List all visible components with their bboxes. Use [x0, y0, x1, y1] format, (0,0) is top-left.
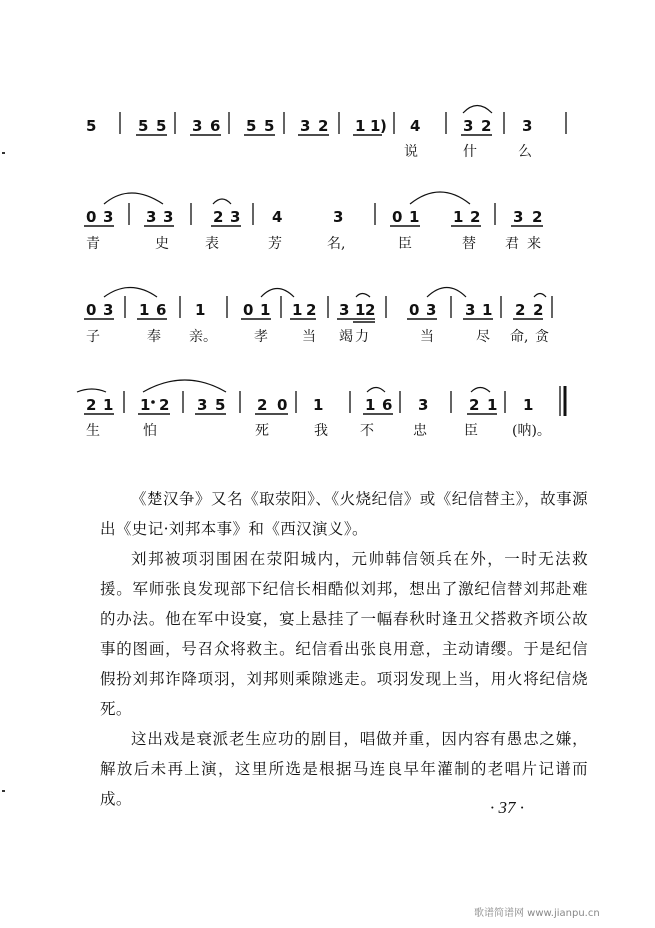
paragraph-story: 刘邦被项羽围困在荥阳城内，元帅韩信领兵在外，一时无法救援。军师张良发现部下纪信长相酷似刘邦，想出了激纪信替刘邦赴难的办法。他在军中设宴，宴上悬挂了一幅春秋时逢丑父搭救齐顷公故事的图画，号召众将救主。纪信看出张良用意，主动请缨。于是纪信假扮刘邦诈降项羽，刘邦则乘隙逃走。项羽发现上当，用火将纪信烧死。 [100, 550, 588, 718]
score-line-2-lyrics: 青 史 表 芳 名, 臣 替 君 来 [86, 236, 541, 252]
article-body [100, 484, 588, 814]
score-line-1 [86, 106, 566, 161]
paragraph-intro: 《楚汉争》又名《取荥阳》、《火烧纪信》或《纪信替主》，故事源出《史记·刘邦本事》和《西汉演义》。 [100, 490, 588, 538]
score-line-4-lyrics: 生 怕 死 我 不 忠 臣 (呐)。 [86, 423, 551, 439]
margin-mark-bottom [2, 790, 5, 792]
score-line-2-notes: 0 3 3 3 2 3 4 3 0 1 1 2 3 2 [86, 208, 543, 226]
score-line-3-notes: 0 3 1 6 1 0 1 1 2 3 12 0 3 3 1 2 2 [86, 301, 544, 319]
score-line-1-lyrics: 说 什 么 [404, 144, 532, 160]
score-line-3-lyrics: 子 奉 亲。 孝 当 竭 力 当 尽 命, 贪 [86, 329, 549, 345]
score-line-2 [84, 192, 543, 252]
score-line-4-notes: 2 1 1 2 3 5 2 0 1 1 6 3 2 1 1 [86, 396, 534, 414]
score-line-4 [77, 380, 565, 439]
score-line-1-notes: 5 5 5 3 6 5 5 3 2 1 1) 4 3 2 3 [86, 117, 533, 135]
page-number: · 37 · [490, 798, 524, 817]
site-watermark: 歌谱简谱网 www.jianpu.cn [474, 908, 600, 919]
score-line-3 [84, 288, 552, 346]
paragraph-note: 这出戏是衰派老生应功的剧目，唱做并重，因内容有愚忠之嫌，解放后未再上演，这里所选是根据马连良早年灌制的老唱片记谱而成。 [100, 730, 588, 808]
